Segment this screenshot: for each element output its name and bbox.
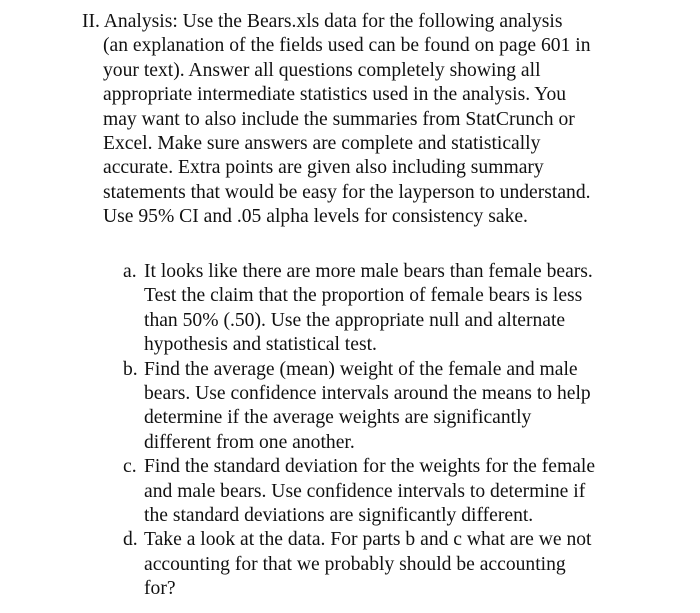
question-line: than 50% (.50). Use the appropriate null and alternate <box>144 309 566 331</box>
question-b <box>123 358 643 456</box>
question-line: Take a look at the data. For parts b and c what are we not <box>144 529 592 551</box>
instruction-line: statements that would be easy for the layperson to understand. <box>103 181 591 203</box>
question-line: Test the claim that the proportion of female bears is less <box>144 285 583 307</box>
question-line: the standard deviations are significantly different. <box>144 505 534 527</box>
question-line: hypothesis and statistical test. <box>144 334 377 356</box>
question-line: Find the standard deviation for the weights for the female <box>144 456 596 478</box>
question-line: and male bears. Use confidence intervals to determine if <box>144 480 586 502</box>
question-line: different from one another. <box>144 431 355 453</box>
question-d <box>123 528 643 601</box>
question-line: Find the average (mean) weight of the female and male <box>144 358 578 380</box>
question-line: accounting for that we probably should be accounting <box>144 553 566 575</box>
instruction-line: (an explanation of the fields used can be found on page 601 in <box>103 35 591 57</box>
question-line: determine if the average weights are significantly <box>144 407 532 429</box>
instruction-line: II. Analysis: Use the Bears.xls data for the following analysis <box>82 11 563 32</box>
instruction-line: accurate. Extra points are given also including summary <box>103 157 544 179</box>
question-line: It looks like there are more male bears than female bears. <box>144 261 593 282</box>
question-list <box>123 260 643 602</box>
question-line: for? <box>144 578 176 600</box>
question-line: bears. Use confidence intervals around the means to help <box>144 383 591 405</box>
question-marker: b. <box>123 358 138 380</box>
instruction-line: Use 95% CI and .05 alpha levels for consistency sake. <box>103 206 528 228</box>
instruction-line: your text). Answer all questions completely showing all <box>103 59 541 81</box>
question-a <box>123 260 643 358</box>
instruction-line: Excel. Make sure answers are complete and statistically <box>103 133 541 155</box>
instruction-line: appropriate intermediate statistics used in the analysis. You <box>103 84 567 106</box>
question-marker: d. <box>123 529 138 551</box>
question-marker: a. <box>123 261 137 282</box>
question-c <box>123 455 643 528</box>
question-marker: c. <box>123 456 137 478</box>
analysis-instructions <box>82 10 642 230</box>
instruction-line: may want to also include the summaries from StatCrunch or <box>103 108 575 130</box>
